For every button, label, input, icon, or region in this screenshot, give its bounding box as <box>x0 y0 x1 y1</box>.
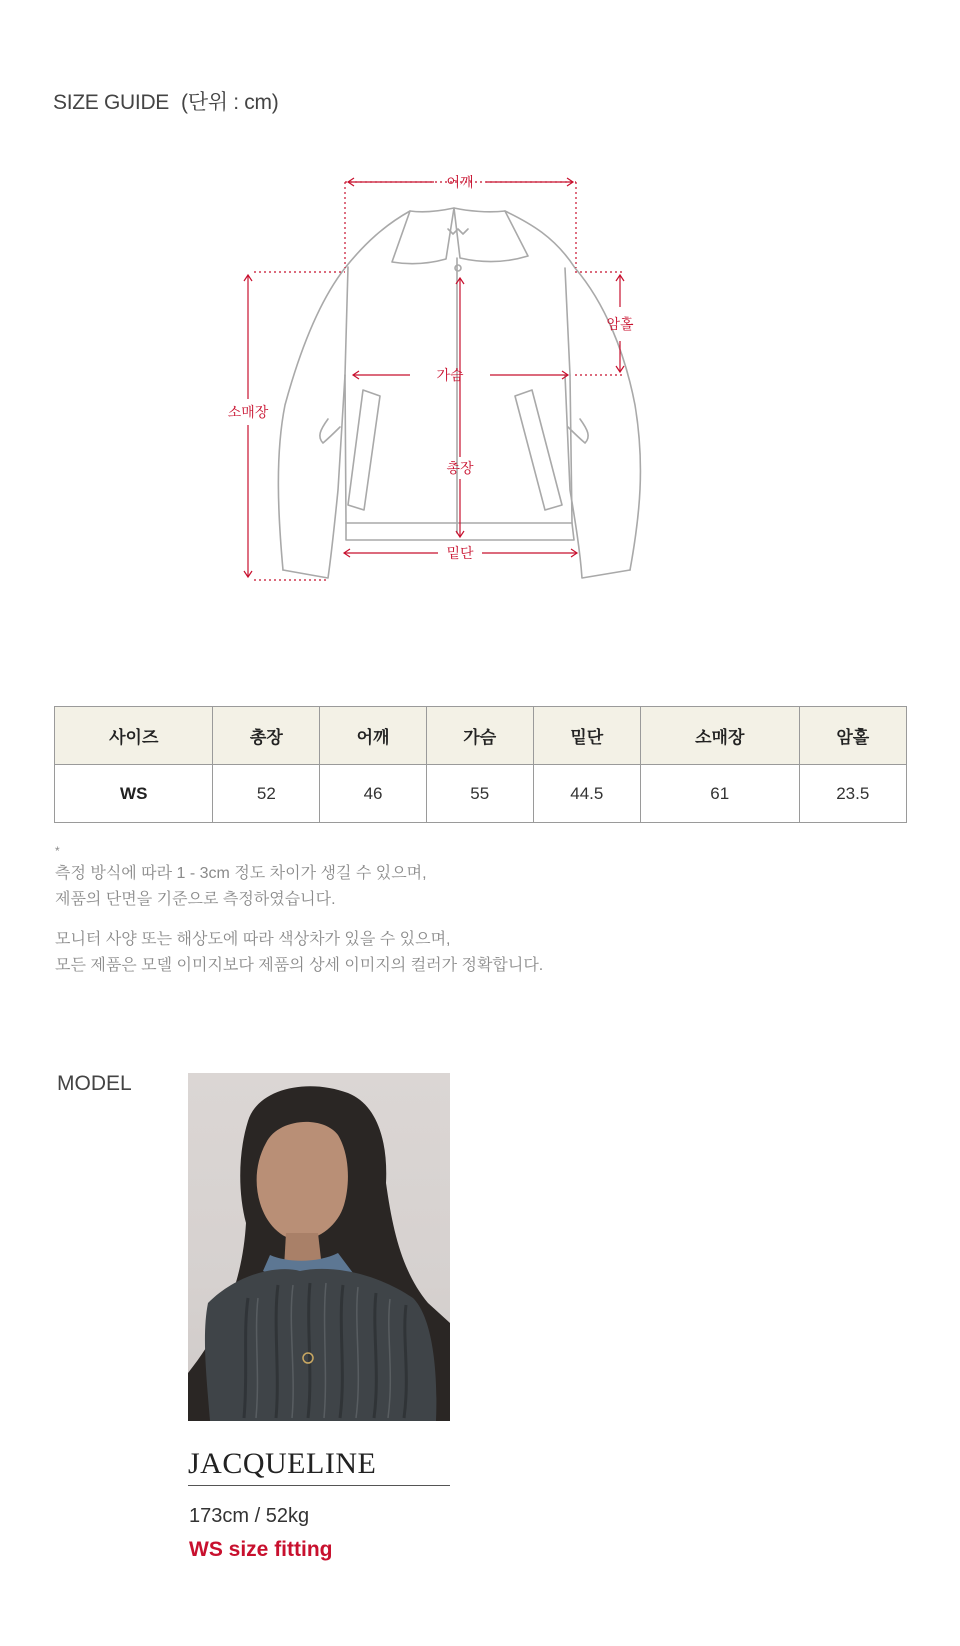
model-photo-illustration <box>188 1073 450 1421</box>
size-table-header-row <box>55 707 907 765</box>
cell-armhole: 23.5 <box>799 765 907 823</box>
note-line: 제품의 단면을 기준으로 측정하였습니다. <box>55 891 336 908</box>
unit-label: (단위 : cm) <box>181 91 279 114</box>
header-armhole: 암홀 <box>799 707 907 765</box>
measurement-guides <box>244 178 625 580</box>
header-hem: 밑단 <box>533 707 640 765</box>
model-fit-size: WS size fitting <box>189 1538 333 1561</box>
jacket-measurement-diagram <box>220 175 700 615</box>
model-stats: 173cm / 52kg <box>189 1505 310 1527</box>
header-sleeve: 소매장 <box>641 707 799 765</box>
cell-chest: 55 <box>426 765 533 823</box>
model-section-label: MODEL <box>57 1072 132 1095</box>
label-hem: 밑단 <box>446 545 474 561</box>
table-row <box>55 765 907 823</box>
note-line: 모니터 사양 또는 해상도에 따라 색상차가 있을 수 있으며, <box>55 931 451 948</box>
model-name: JACQUELINE <box>188 1447 450 1486</box>
label-chest: 가슴 <box>436 367 464 383</box>
header-chest: 가슴 <box>426 707 533 765</box>
cell-shoulder: 46 <box>320 765 427 823</box>
label-length: 총장 <box>446 460 474 476</box>
header-shoulder: 어깨 <box>320 707 427 765</box>
note-line: 측정 방식에 따라 1 - 3cm 정도 차이가 생길 수 있으며, <box>55 865 427 882</box>
header-size: 사이즈 <box>55 707 213 765</box>
header-length: 총장 <box>213 707 320 765</box>
label-shoulder: 어깨 <box>446 175 474 190</box>
cell-sleeve: 61 <box>641 765 799 823</box>
label-sleeve: 소매장 <box>227 404 269 420</box>
note-line: 모든 제품은 모델 이미지보다 제품의 상세 이미지의 컬러가 정확합니다. <box>55 957 544 974</box>
cell-hem: 44.5 <box>533 765 640 823</box>
size-guide-title <box>53 86 278 116</box>
note-asterisk: * <box>55 844 60 858</box>
model-photo <box>188 1073 450 1421</box>
size-table <box>54 706 907 823</box>
page-title: SIZE GUIDE <box>53 91 170 114</box>
label-armhole: 암홀 <box>606 316 634 332</box>
cell-length: 52 <box>213 765 320 823</box>
measurement-notes <box>55 845 543 979</box>
cell-size: WS <box>55 765 213 823</box>
